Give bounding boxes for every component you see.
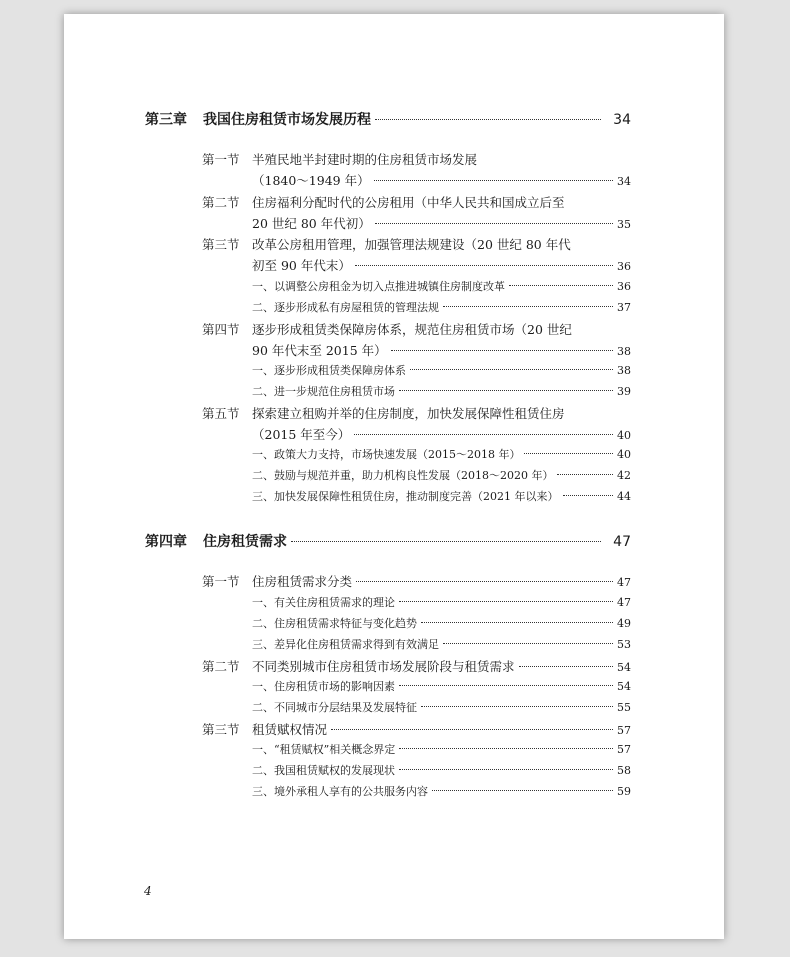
subsection-entry[interactable] [252,678,631,694]
subsection-title: 二、鼓励与规范并重，助力机构良性发展（2018～2020 年） [252,469,554,482]
subsection-title: 一、以调整公房租金为切入点推进城镇住房制度改革 [252,280,505,293]
subsection-entry[interactable] [252,299,631,315]
section-title: 逐步形成租赁类保障房体系，规范住房租赁市场（20 世纪 [252,322,572,337]
section-page: 40 [617,429,631,442]
subsection-entry[interactable] [252,446,631,462]
subsection-title: 三、差异化住房租赁需求得到有效满足 [252,638,439,651]
section-title-cont: （2015 年至今） [252,427,351,442]
subsection-page: 47 [617,596,631,609]
section-title-cont: 90 年代末至 2015 年） [252,343,387,358]
document-page [64,14,724,939]
section-label: 第四节 [202,322,240,337]
dot-leader [524,453,613,454]
section-title: 改革公房租用管理，加强管理法规建设（20 世纪 80 年代 [252,237,571,252]
subsection-entry[interactable] [252,362,631,378]
subsection-entry[interactable] [252,636,631,652]
section-page: 35 [617,218,631,231]
subsection-entry[interactable] [252,741,631,757]
dot-leader [374,180,613,181]
subsection-title: 三、境外承租人享有的公共服务内容 [252,785,428,798]
subsection-entry[interactable] [252,278,631,294]
section-label: 第五节 [202,406,240,421]
section-entry[interactable] [252,320,631,338]
subsection-title: 二、不同城市分层结果及发展特征 [252,701,417,714]
section-entry[interactable] [252,572,631,590]
chapter-heading[interactable] [145,531,631,551]
dot-leader [354,434,613,435]
subsection-page: 57 [617,743,631,756]
subsection-entry[interactable] [252,488,631,504]
chapter-page: 34 [613,112,631,128]
section-page: 54 [617,661,631,674]
chapter-label: 第四章 [145,534,187,550]
dot-leader [399,685,613,686]
dot-leader [509,285,613,286]
section-entry-continued[interactable] [252,425,631,443]
section-entry[interactable] [252,720,631,738]
subsection-page: 58 [617,764,631,777]
subsection-page: 39 [617,385,631,398]
section-entry-continued[interactable] [252,256,631,274]
chapter-title: 住房租赁需求 [203,534,287,550]
section-label: 第二节 [202,659,240,674]
subsection-entry[interactable] [252,699,631,715]
section-page: 47 [617,576,631,589]
section-entry[interactable] [252,657,631,675]
subsection-title: 二、我国租赁赋权的发展现状 [252,764,395,777]
subsection-title: 二、住房租赁需求特征与变化趋势 [252,617,417,630]
section-title: 租赁赋权情况 [252,722,328,737]
page-number: 4 [144,884,152,898]
section-label: 第一节 [202,152,240,167]
chapter-page: 47 [613,534,631,550]
section-title: 半殖民地半封建时期的住房租赁市场发展 [252,152,478,167]
subsection-page: 59 [617,785,631,798]
section-label: 第一节 [202,574,240,589]
subsection-page: 38 [617,364,631,377]
subsection-page: 42 [617,469,631,482]
section-entry[interactable] [252,150,631,168]
dot-leader [443,306,613,307]
dot-leader [391,350,613,351]
dot-leader [519,666,613,667]
dot-leader [557,474,613,475]
subsection-title: 一、有关住房租赁需求的理论 [252,596,395,609]
dot-leader [421,706,613,707]
subsection-title: 二、逐步形成私有房屋租赁的管理法规 [252,301,439,314]
dot-leader [399,601,613,602]
dot-leader [356,581,613,582]
subsection-title: 一、住房租赁市场的影响因素 [252,680,395,693]
subsection-page: 40 [617,448,631,461]
subsection-page: 54 [617,680,631,693]
section-entry-continued[interactable] [252,214,631,232]
subsection-title: 一、政策大力支持，市场快速发展（2015～2018 年） [252,448,521,461]
subsection-page: 37 [617,301,631,314]
subsection-page: 36 [617,280,631,293]
section-entry-continued[interactable] [252,341,631,359]
dot-leader [291,541,601,542]
section-entry[interactable] [252,193,631,211]
section-title: 住房福利分配时代的公房租用（中华人民共和国成立后至 [252,195,565,210]
section-label: 第三节 [202,722,240,737]
section-label: 第三节 [202,237,240,252]
dot-leader [443,643,613,644]
section-page: 57 [617,724,631,737]
dot-leader [375,119,601,120]
section-page: 38 [617,345,631,358]
subsection-page: 44 [617,490,631,503]
subsection-entry[interactable] [252,783,631,799]
section-title: 不同类别城市住房租赁市场发展阶段与租赁需求 [252,659,515,674]
dot-leader [375,223,613,224]
subsection-page: 55 [617,701,631,714]
subsection-page: 53 [617,638,631,651]
section-page: 34 [617,175,631,188]
subsection-entry[interactable] [252,594,631,610]
chapter-label: 第三章 [145,112,187,128]
section-entry[interactable] [252,235,631,253]
subsection-entry[interactable] [252,383,631,399]
dot-leader [331,729,613,730]
subsection-entry[interactable] [252,467,631,483]
dot-leader [399,748,613,749]
chapter-title: 我国住房租赁市场发展历程 [203,112,371,128]
section-entry[interactable] [252,404,631,422]
dot-leader [563,495,614,496]
dot-leader [399,390,613,391]
section-title: 探索建立租购并举的住房制度，加快发展保障性租赁住房 [252,406,565,421]
chapter-heading[interactable] [145,109,631,129]
dot-leader [355,265,613,266]
section-label: 第二节 [202,195,240,210]
section-title-cont: 初至 90 年代末） [252,258,351,273]
subsection-page: 49 [617,617,631,630]
subsection-entry[interactable] [252,615,631,631]
subsection-title: 三、加快发展保障性租赁住房，推动制度完善（2021 年以来） [252,490,559,503]
subsection-title: 一、逐步形成租赁类保障房体系 [252,364,406,377]
subsection-title: 一、“租赁赋权”相关概念界定 [252,743,396,756]
section-page: 36 [617,260,631,273]
section-title: 住房租赁需求分类 [252,574,353,589]
subsection-entry[interactable] [252,762,631,778]
section-title-cont: （1840～1949 年） [252,173,370,188]
dot-leader [432,790,613,791]
dot-leader [399,769,613,770]
dot-leader [421,622,613,623]
section-title-cont: 20 世纪 80 年代初） [252,216,371,231]
subsection-title: 二、进一步规范住房租赁市场 [252,385,395,398]
dot-leader [410,369,613,370]
section-entry-continued[interactable] [252,171,631,189]
